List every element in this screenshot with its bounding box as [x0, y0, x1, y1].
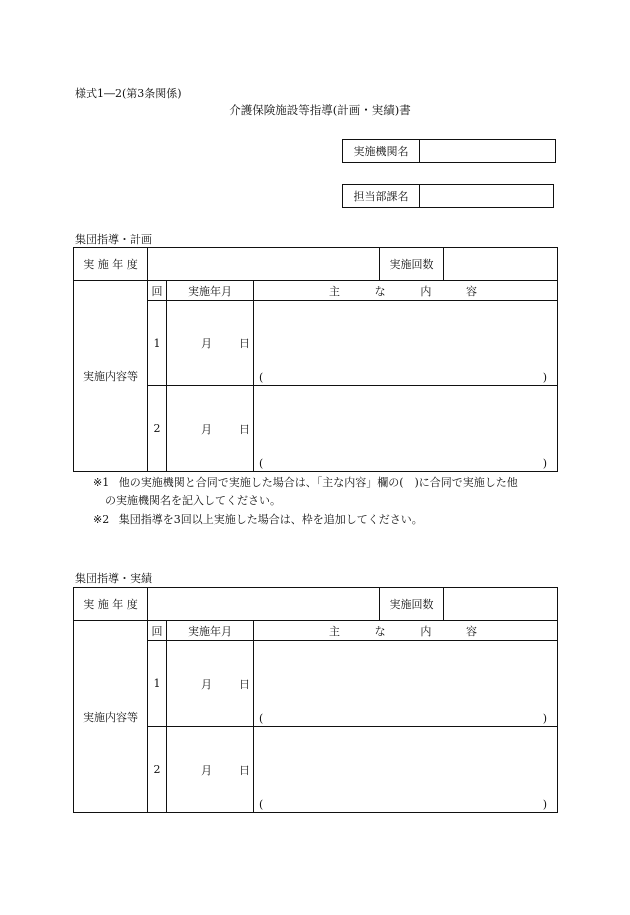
plan-date-header: 実施年月	[167, 281, 254, 301]
open-paren: (	[259, 798, 264, 811]
day-label: 日	[239, 677, 250, 691]
result-row-date[interactable]	[167, 641, 254, 727]
note-1-mark: ※1	[93, 476, 110, 489]
month-label: 月	[201, 677, 212, 691]
dept-name-field[interactable]	[420, 185, 553, 207]
month-label: 月	[201, 422, 212, 436]
org-name-box	[342, 139, 556, 163]
result-row-no: 2	[148, 727, 167, 813]
day-label: 日	[239, 337, 250, 350]
main-char: な	[374, 624, 386, 638]
main-char: 容	[466, 624, 478, 638]
plan-table	[73, 247, 558, 472]
note-1	[93, 474, 563, 492]
day-label: 日	[239, 422, 250, 436]
result-count-label: 実施回数	[380, 588, 444, 621]
month-label: 月	[201, 763, 212, 777]
plan-count-field[interactable]	[444, 248, 558, 281]
result-year-field[interactable]	[148, 588, 380, 621]
plan-row-content[interactable]	[254, 386, 558, 472]
open-paren: (	[259, 712, 264, 725]
month-label: 月	[201, 337, 212, 350]
plan-main-header	[254, 281, 558, 301]
close-paren: )	[542, 457, 548, 470]
close-paren: )	[542, 712, 548, 725]
note-1-continued: の実施機関名を記入してください。	[105, 494, 281, 507]
plan-count-label: 実施回数	[380, 248, 444, 281]
org-name-field[interactable]	[420, 140, 555, 162]
plan-heading: 集団指導・計画	[75, 233, 152, 246]
close-paren: )	[542, 371, 548, 384]
plan-kai-header: 回	[148, 281, 167, 301]
main-char: な	[374, 284, 386, 298]
plan-row-content[interactable]	[254, 301, 558, 386]
result-heading: 集団指導・実績	[75, 572, 152, 585]
plan-year-label: 実 施 年 度	[74, 248, 148, 281]
plan-row-date[interactable]	[167, 301, 254, 386]
plan-content-label: 実施内容等	[74, 281, 148, 472]
form-number: 様式1―2(第3条関係)	[75, 87, 182, 100]
note-1-line-1: 他の実施機関と合同で実施した場合は、「主な内容」欄の( )に合同で実施した他	[118, 476, 518, 489]
result-count-field[interactable]	[444, 588, 558, 621]
main-char: 内	[420, 624, 432, 638]
document-title: 介護保険施設等指導(計画・実績)書	[229, 103, 411, 117]
note-2-mark: ※2	[93, 513, 110, 526]
note-2-text: 集団指導を3回以上実施した場合は、枠を追加してください。	[118, 513, 423, 526]
result-date-header: 実施年月	[167, 621, 254, 641]
result-row-date[interactable]	[167, 727, 254, 813]
dept-name-box	[342, 184, 554, 208]
result-table	[73, 587, 558, 813]
plan-row-no: 1	[148, 301, 167, 386]
result-content-label: 実施内容等	[74, 621, 148, 813]
close-paren: )	[542, 798, 548, 811]
result-kai-header: 回	[148, 621, 167, 641]
main-char: 容	[466, 284, 478, 298]
note-2	[93, 511, 423, 529]
result-main-header	[254, 621, 558, 641]
open-paren: (	[259, 371, 264, 384]
day-label: 日	[239, 763, 250, 777]
plan-row-date[interactable]	[167, 386, 254, 472]
main-char: 内	[420, 284, 432, 298]
main-char: 主	[329, 284, 340, 298]
result-year-label: 実 施 年 度	[74, 588, 148, 621]
dept-name-label: 担当部課名	[343, 185, 420, 207]
result-row-content[interactable]	[254, 641, 558, 727]
result-row-content[interactable]	[254, 727, 558, 813]
open-paren: (	[259, 457, 264, 470]
plan-year-field[interactable]	[148, 248, 380, 281]
plan-row-no: 2	[148, 386, 167, 472]
org-name-label: 実施機関名	[343, 140, 420, 162]
main-char: 主	[329, 624, 340, 638]
result-row-no: 1	[148, 641, 167, 727]
